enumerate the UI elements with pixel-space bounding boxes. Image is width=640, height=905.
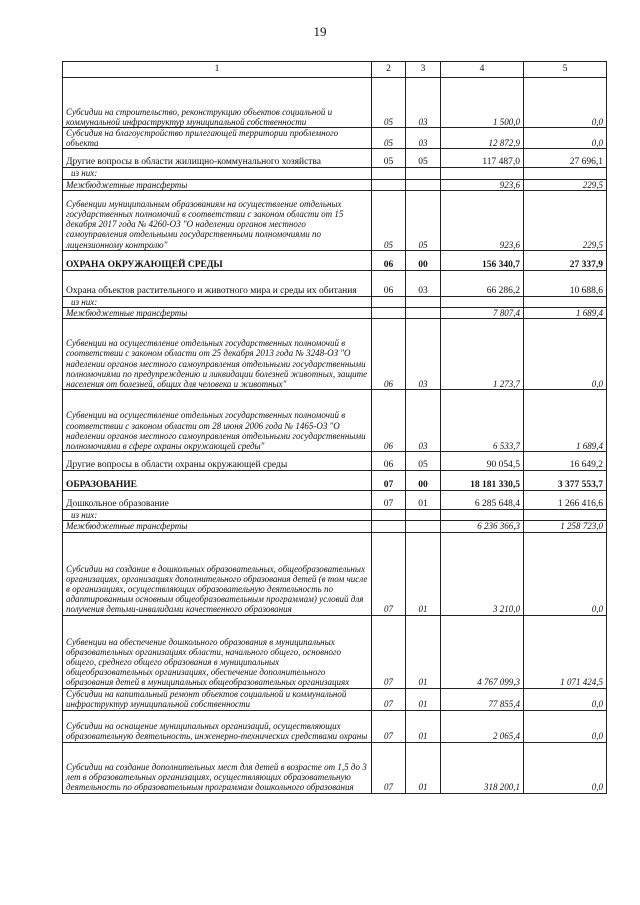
row-subsection-code: 03 (406, 319, 441, 390)
table-row (63, 452, 607, 471)
row-name (63, 510, 372, 521)
column-header-1: 1 (63, 62, 372, 78)
table-row (63, 319, 607, 390)
row-section-code (372, 179, 406, 190)
row-name: Субвенции муниципальным образованиям на осуществление отдельных государственных полномочий в соответствии с законом области от 15 декабря 2017 года № 4260-ОЗ "О наделении органов местного самоуправления отдельными государственными полномочиями по лицензионному контролю" (63, 190, 372, 250)
row-value-col5: 10 688,6 (524, 270, 607, 296)
table-row (63, 296, 607, 307)
row-value-col5 (524, 296, 607, 307)
row-section-code: 07 (372, 710, 406, 742)
table-body (63, 62, 607, 794)
table-row (63, 190, 607, 250)
row-subsection-code (406, 296, 441, 307)
row-subsection-code: 05 (406, 190, 441, 250)
table-row (63, 168, 607, 179)
row-value-col5: 0,0 (524, 78, 607, 128)
row-value-col4: 7 807,4 (441, 308, 524, 319)
table-row (63, 270, 607, 296)
row-name (63, 296, 372, 307)
table-row (63, 128, 607, 149)
row-value-col4: 318 200,1 (441, 742, 524, 793)
row-name: Субсидия на благоустройство прилегающей территории проблемного объекта (63, 128, 372, 149)
row-value-col5 (524, 510, 607, 521)
row-name: Субвенции на обеспечение дошкольного образования в муниципальных образовательных организациях области, начального общего, основного общего, среднего общего образования в муниципальных общеобразовательных организациях, обеспечение дополнительного образования детей в муниципальных общеобразовательных организациях (63, 615, 372, 688)
row-section-code: 06 (372, 250, 406, 270)
row-subsection-code: 01 (406, 532, 441, 615)
row-subsection-code: 00 (406, 471, 441, 491)
table-row (63, 308, 607, 319)
row-name: Субсидии на создание в дошкольных образовательных, общеобразовательных организациях, организациях дополнительного образования детей (в том числе в организациях, осуществляющих образовательную деятельность по адаптированным основным общеобразовательным программам) условий для получения детьми-инвалидами качественного образования (63, 532, 372, 615)
row-subsection-code: 03 (406, 270, 441, 296)
row-value-col5: 1 689,4 (524, 308, 607, 319)
row-subsection-code: 01 (406, 615, 441, 688)
column-header-4: 4 (441, 62, 524, 78)
row-section-code: 06 (372, 452, 406, 471)
row-name (63, 168, 372, 179)
row-name: Межбюджетные трансферты (63, 521, 372, 532)
row-value-col5: 0,0 (524, 128, 607, 149)
row-value-col5: 1 689,4 (524, 390, 607, 452)
row-value-col5: 1 071 424,5 (524, 615, 607, 688)
row-section-code (372, 296, 406, 307)
row-value-col4 (441, 510, 524, 521)
table-row (63, 710, 607, 742)
row-subsection-code: 03 (406, 390, 441, 452)
table-row (63, 521, 607, 532)
row-name: Другие вопросы в области жилищно-коммунального хозяйства (63, 149, 372, 168)
row-value-col4: 156 340,7 (441, 250, 524, 270)
row-name: Межбюджетные трансферты (63, 308, 372, 319)
table-row (63, 471, 607, 491)
row-value-col4: 4 767 099,3 (441, 615, 524, 688)
row-value-col4: 18 181 330,5 (441, 471, 524, 491)
row-value-col5: 0,0 (524, 319, 607, 390)
row-name: Субсидии на капитальный ремонт объектов социальной и коммунальной инфраструктур муниципальной собственности (63, 688, 372, 710)
row-section-code (372, 521, 406, 532)
table-row (63, 688, 607, 710)
row-subsection-code: 05 (406, 149, 441, 168)
table-row (63, 510, 607, 521)
row-section-code: 07 (372, 615, 406, 688)
row-section-code (372, 168, 406, 179)
row-subsection-code (406, 179, 441, 190)
row-value-col4: 923,6 (441, 190, 524, 250)
column-header-3: 3 (406, 62, 441, 78)
row-value-col4: 77 855,4 (441, 688, 524, 710)
row-subsection-code: 03 (406, 128, 441, 149)
row-name: Субсидии на оснащение муниципальных организаций, осуществляющих образовательную деятельность, инженерно-технических средствами охраны (63, 710, 372, 742)
row-subsection-code (406, 521, 441, 532)
row-value-col4: 12 872,9 (441, 128, 524, 149)
row-name: Дошкольное образование (63, 491, 372, 510)
row-section-code: 05 (372, 190, 406, 250)
row-value-col5: 27 337,9 (524, 250, 607, 270)
table-row (63, 78, 607, 128)
row-name: Субвенции на осуществление отдельных государственных полномочий в соответствии с законом области от 28 июня 2006 года № 1465-ОЗ "О наделении органов местного самоуправления отдельными государственными полномочиями в сфере охраны окружающей среды" (63, 390, 372, 452)
table-row (63, 390, 607, 452)
row-section-code: 06 (372, 270, 406, 296)
row-value-col4: 2 065,4 (441, 710, 524, 742)
row-name-text: из них: (71, 296, 98, 307)
row-subsection-code: 03 (406, 78, 441, 128)
table-row (63, 179, 607, 190)
header-row (63, 62, 607, 78)
row-value-col4: 6 285 648,4 (441, 491, 524, 510)
row-value-col5: 0,0 (524, 532, 607, 615)
table-row (63, 532, 607, 615)
row-value-col5: 1 258 723,0 (524, 521, 607, 532)
column-header-5: 5 (524, 62, 607, 78)
row-value-col5: 0,0 (524, 710, 607, 742)
row-name: ОБРАЗОВАНИЕ (63, 471, 372, 491)
row-name: ОХРАНА ОКРУЖАЮЩЕЙ СРЕДЫ (63, 250, 372, 270)
table-row (63, 149, 607, 168)
row-value-col4: 1 500,0 (441, 78, 524, 128)
row-name: Другие вопросы в области охраны окружающей среды (63, 452, 372, 471)
table-row (63, 742, 607, 793)
row-section-code (372, 308, 406, 319)
row-section-code: 05 (372, 128, 406, 149)
row-value-col4: 6 533,7 (441, 390, 524, 452)
row-value-col4: 3 210,0 (441, 532, 524, 615)
row-subsection-code: 01 (406, 688, 441, 710)
row-section-code (372, 510, 406, 521)
row-value-col4: 923,6 (441, 179, 524, 190)
row-value-col4: 90 054,5 (441, 452, 524, 471)
row-value-col4: 117 487,0 (441, 149, 524, 168)
row-value-col5: 1 266 416,6 (524, 491, 607, 510)
row-name: Межбюджетные трансферты (63, 179, 372, 190)
table-row (63, 491, 607, 510)
row-value-col5: 27 696,1 (524, 149, 607, 168)
row-subsection-code: 01 (406, 710, 441, 742)
row-value-col5: 229,5 (524, 179, 607, 190)
row-value-col5: 3 377 553,7 (524, 471, 607, 491)
row-subsection-code: 01 (406, 742, 441, 793)
row-subsection-code: 00 (406, 250, 441, 270)
row-section-code: 06 (372, 390, 406, 452)
row-value-col4 (441, 168, 524, 179)
row-value-col5 (524, 168, 607, 179)
row-subsection-code: 01 (406, 491, 441, 510)
row-value-col4: 66 286,2 (441, 270, 524, 296)
table-row (63, 250, 607, 270)
row-subsection-code (406, 168, 441, 179)
row-value-col5: 0,0 (524, 742, 607, 793)
row-section-code: 05 (372, 78, 406, 128)
row-section-code: 07 (372, 491, 406, 510)
row-name: Субсидии на строительство, реконструкцию объектов социальной и коммунальной инфраструктур муниципальной собственности (63, 78, 372, 128)
page-number: 19 (313, 24, 327, 39)
row-section-code: 05 (372, 149, 406, 168)
row-value-col5: 0,0 (524, 688, 607, 710)
budget-table (62, 61, 607, 794)
row-section-code: 07 (372, 532, 406, 615)
row-value-col4 (441, 296, 524, 307)
row-section-code: 06 (372, 319, 406, 390)
row-name-text: из них: (71, 168, 98, 179)
row-section-code: 07 (372, 688, 406, 710)
row-name: Субсидии на создание дополнительных мест для детей в возрасте от 1,5 до 3 лет в образовательных организациях, осуществляющих образовательную деятельность по образовательным программам дошкольного образования (63, 742, 372, 793)
row-section-code: 07 (372, 471, 406, 491)
row-value-col5: 16 649,2 (524, 452, 607, 471)
row-value-col4: 6 236 366,3 (441, 521, 524, 532)
row-subsection-code (406, 308, 441, 319)
row-section-code: 07 (372, 742, 406, 793)
table-row (63, 615, 607, 688)
row-subsection-code: 05 (406, 452, 441, 471)
row-value-col5: 229,5 (524, 190, 607, 250)
row-name-text: из них: (71, 510, 98, 521)
column-header-2: 2 (372, 62, 406, 78)
row-name: Охрана объектов растительного и животного мира и среды их обитания (63, 270, 372, 296)
row-name: Субвенции на осуществление отдельных государственных полномочий в соответствии с законом области от 25 декабря 2013 года № 3248-ОЗ "О наделении органов местного самоуправления отдельными государственными полномочиями по предупреждению и ликвидации болезней животных, защите населения от болезней, общих для человека и животных" (63, 319, 372, 390)
row-subsection-code (406, 510, 441, 521)
row-value-col4: 1 273,7 (441, 319, 524, 390)
